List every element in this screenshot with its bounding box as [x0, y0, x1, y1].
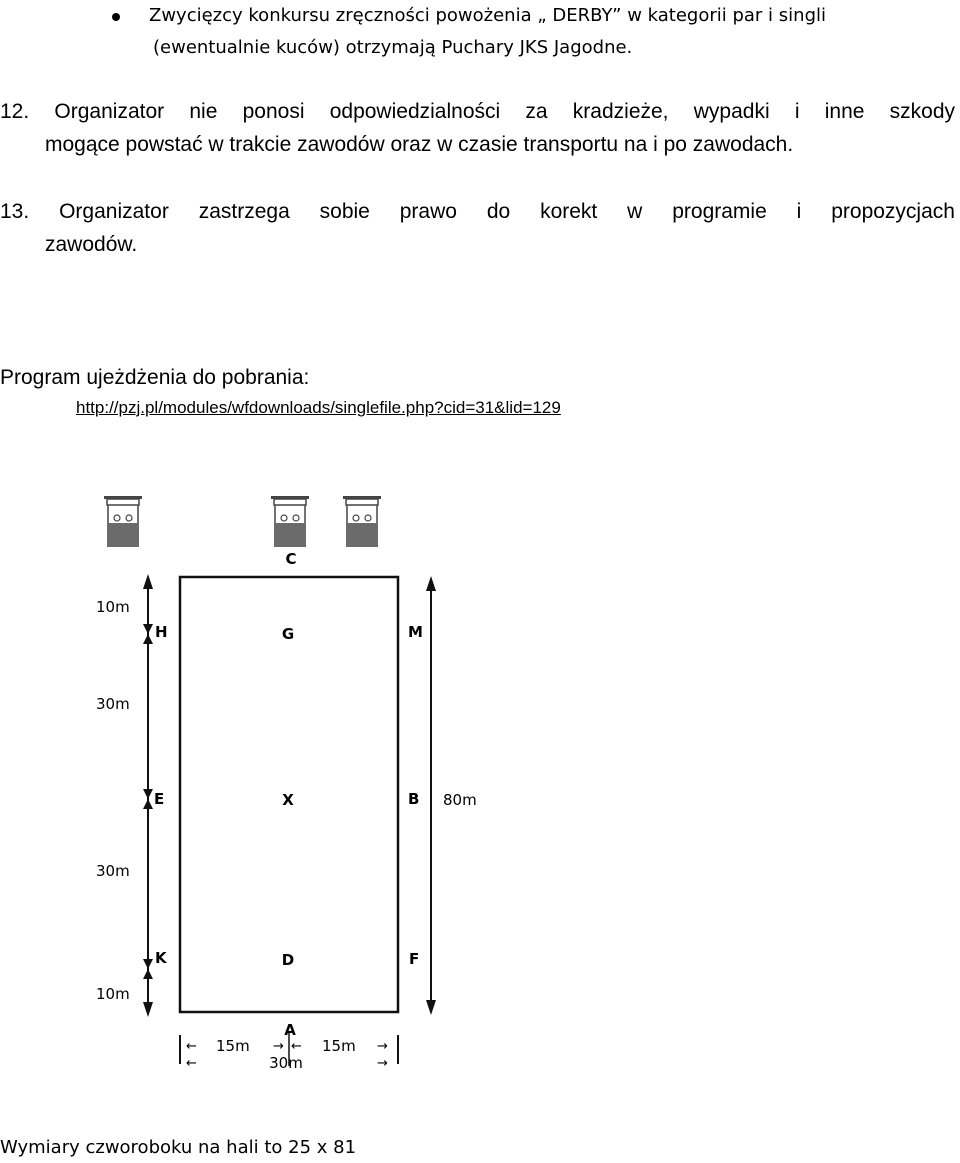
- arena-letter-d: D: [281, 951, 295, 969]
- arena-letter-k: K: [155, 949, 167, 967]
- program-label: Program ujeżdżenia do pobrania:: [0, 366, 310, 389]
- arena-letter-h: H: [155, 623, 168, 641]
- judge-box-left: [104, 496, 142, 547]
- measure-length: 80m: [443, 791, 477, 809]
- measure-left-bottom: 10m: [96, 985, 130, 1003]
- item-13-line2: zawodów.: [45, 233, 138, 256]
- arena-letter-b: B: [408, 790, 420, 808]
- measure-left-upper: 30m: [96, 695, 130, 713]
- arena-diagram: [88, 486, 508, 1106]
- arena-letter-x: X: [282, 791, 294, 809]
- svg-text:←: ←: [186, 1056, 197, 1071]
- arena-letter-c: C: [285, 550, 297, 568]
- item-12-line2: mogące powstać w trakcie zawodów oraz w czasie transportu na i po zawodach.: [45, 133, 794, 156]
- svg-text:←: ←: [186, 1039, 197, 1054]
- bullet-text-line1: Zwycięzcy konkursu zręczności powożenia „ DERBY” w kategorii par i singli: [149, 5, 826, 26]
- judge-box-right: [343, 496, 381, 547]
- item-12-line1: 12. Organizator nie ponosi odpowiedzialności za kradzieże, wypadki i inne szkody: [0, 95, 955, 128]
- arena-dimensions-note: Wymiary czworoboku na hali to 25 x 81: [0, 1137, 357, 1158]
- arena-letter-f: F: [409, 950, 420, 968]
- measure-left-lower: 30m: [96, 862, 130, 880]
- item-13-line1: 13. Organizator zastrzega sobie prawo do korekt w programie i propozycjach: [0, 195, 955, 228]
- bullet-dot: [112, 13, 120, 21]
- bullet-text-line2: (ewentualnie kuców) otrzymają Puchary JKS Jagodne.: [153, 37, 633, 58]
- measure-half-right: 15m: [322, 1037, 356, 1055]
- svg-text:→: →: [377, 1056, 388, 1071]
- judge-box-center: [271, 496, 309, 547]
- measure-width: 30m: [269, 1054, 303, 1072]
- arena-letter-e: E: [154, 790, 165, 808]
- svg-text:←: ←: [291, 1039, 302, 1054]
- arena-letter-m: M: [408, 623, 423, 641]
- item-number: 12.: [0, 100, 30, 123]
- arena-letter-g: G: [281, 625, 295, 643]
- svg-text:→: →: [273, 1039, 284, 1054]
- svg-text:→: →: [377, 1039, 388, 1054]
- program-download-link[interactable]: http://pzj.pl/modules/wfdownloads/singlefile.php?cid=31&lid=129: [76, 398, 561, 417]
- measure-left-top: 10m: [96, 598, 130, 616]
- measure-half-left: 15m: [216, 1037, 250, 1055]
- arena-letter-a: A: [284, 1021, 296, 1039]
- item-number: 13.: [0, 200, 30, 223]
